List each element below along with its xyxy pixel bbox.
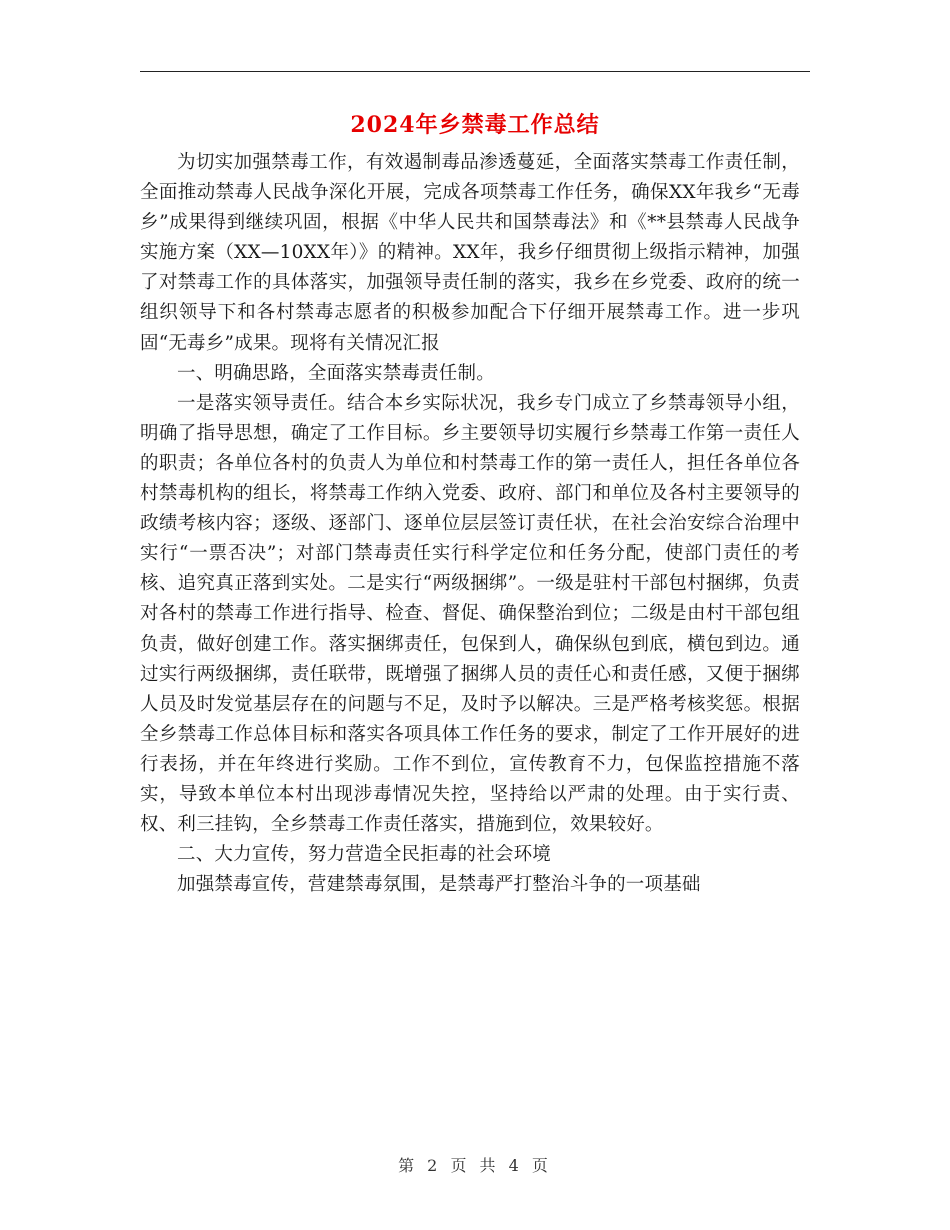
- section-heading-2: 二、大力宣传，努力营造全民拒毒的社会环境: [177, 844, 552, 866]
- paragraph-intro: 为切实加强禁毒工作，有效遏制毒品渗透蔓延，全面落实禁毒工作责任制，全面推动禁毒人民战争深化开展，完成各项禁毒工作任务，确保XX年我乡“无毒乡”成果得到继续巩固，根据《中华人民共和国禁毒法》和《**县禁毒人民战争实施方案（XX—10XX年）》的精神。XX年，我乡仔细贯彻上级指示精神，加强了对禁毒工作的具体落实，加强领导责任制的落实，我乡在乡党委、政府的统一组织领导下和各村禁毒志愿者的积极参加配合下仔细开展禁毒工作。进一步巩固“无毒乡”成果。现将有关情况汇报: [140, 152, 800, 354]
- document-title: 2024年乡禁毒工作总结: [350, 112, 600, 138]
- document-body: [140, 148, 800, 900]
- header-rule: [140, 71, 810, 72]
- page-number: 第 2 页 共 4 页: [398, 1156, 552, 1175]
- section-heading-1: 一、明确思路，全面落实禁毒责任制。: [177, 362, 495, 384]
- paragraph-responsibility: 一是落实领导责任。结合本乡实际状况，我乡专门成立了乡禁毒领导小组，明确了指导思想，确定了工作目标。乡主要领导切实履行乡禁毒工作第一责任人的职责；各单位各村的负责人为单位和村禁毒工作的第一责任人，担任各单位各村禁毒机构的组长，将禁毒工作纳入党委、政府、部门和单位及各村主要领导的政绩考核内容；逐级、逐部门、逐单位层层签订责任状，在社会治安综合治理中实行“一票否决”；对部门禁毒责任实行科学定位和任务分配，使部门责任的考核、追究真正落到实处。二是实行“两级捆绑”。一级是驻村干部包村捆绑，负责对各村的禁毒工作进行指导、检查、督促、确保整治到位；二级是由村干部包组负责，做好创建工作。落实捆绑责任，包保到人，确保纵包到底，横包到边。通过实行两级捆绑，责任联带，既增强了捆绑人员的责任心和责任感，又便于捆绑人员及时发觉基层存在的问题与不足，及时予以解决。三是严格考核奖惩。根据全乡禁毒工作总体目标和落实各项具体工作任务的要求，制定了工作开展好的进行表扬，并在年终进行奖励。工作不到位，宣传教育不力，包保监控措施不落实，导致本单位本村出现涉毒情况失控，坚持给以严肃的处理。由于实行责、权、利三挂钩，全乡禁毒工作责任落实，措施到位，效果较好。: [140, 392, 800, 836]
- paragraph-publicity: 加强禁毒宣传，营建禁毒氛围，是禁毒严打整治斗争的一项基础: [177, 874, 701, 896]
